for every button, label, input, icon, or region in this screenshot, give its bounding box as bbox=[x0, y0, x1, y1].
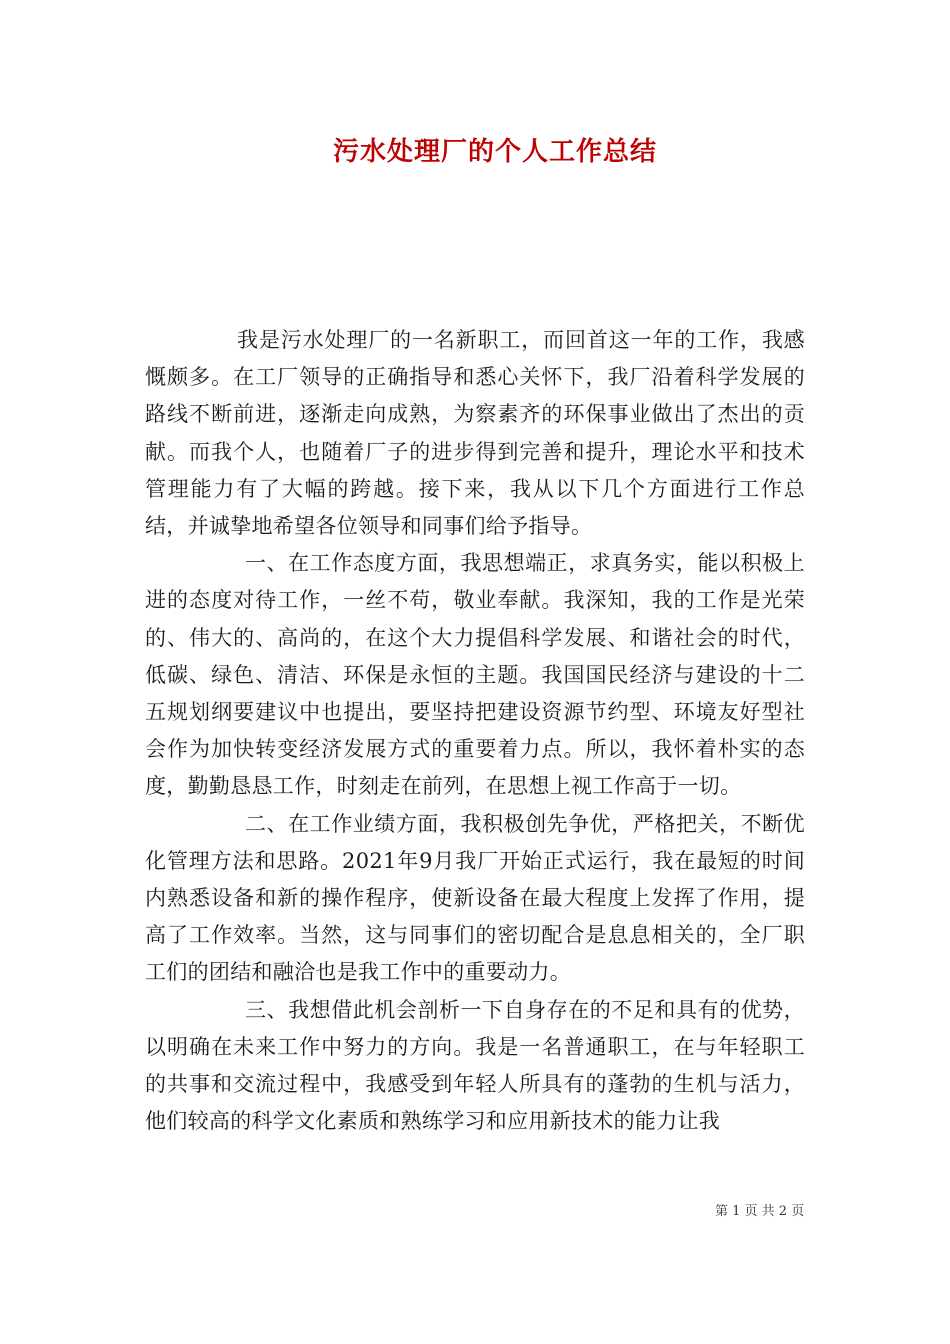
paragraph-self-analysis: 三、我想借此机会剖析一下自身存在的不足和具有的优势，以明确在未来工作中努力的方向。我是一名普通职工，在与年轻职工的共事和交流过程中，我感受到年轻人所具有的蓬勃的生机与活力，他们较高的科学文化素质和熟练学习和应用新技术的能力让我 bbox=[145, 997, 805, 1134]
document-body bbox=[145, 322, 805, 1140]
document-title: 污水处理厂的个人工作总结 bbox=[332, 137, 657, 167]
paragraph-work-performance: 二、在工作业绩方面，我积极创先争优，严格把关，不断优化管理方法和思路。2021年9月我厂开始正式运行，我在最短的时间内熟悉设备和新的操作程序，使新设备在最大程度上发挥了作用，提高了工作效率。当然，这与同事们的密切配合是息息相关的，全厂职工们的团结和融洽也是我工作中的重要动力。 bbox=[145, 811, 805, 985]
paragraph-intro: 我是污水处理厂的一名新职工，而回首这一年的工作，我感慨颇多。在工厂领导的正确指导和悉心关怀下，我厂沿着科学发展的路线不断前进，逐渐走向成熟，为察素齐的环保事业做出了杰出的贡献。而我个人，也随着厂子的进步得到完善和提升，理论水平和技术管理能力有了大幅的跨越。接下来，我从以下几个方面进行工作总结，并诚挚地希望各位领导和同事们给予指导。 bbox=[145, 328, 805, 539]
paragraph-work-attitude: 一、在工作态度方面，我思想端正，求真务实，能以积极上进的态度对待工作，一丝不苟，敬业奉献。我深知，我的工作是光荣的、伟大的、高尚的，在这个大力提倡科学发展、和谐社会的时代，低碳、绿色、清洁、环保是永恒的主题。我国国民经济与建设的十二五规划纲要建议中也提出，要坚持把建设资源节约型、环境友好型社会作为加快转变经济发展方式的重要着力点。所以，我怀着朴实的态度，勤勤恳恳工作，时刻走在前列，在思想上视工作高于一切。 bbox=[145, 551, 805, 799]
page-number-footer: 第 1 页 共 2 页 bbox=[715, 1204, 805, 1219]
